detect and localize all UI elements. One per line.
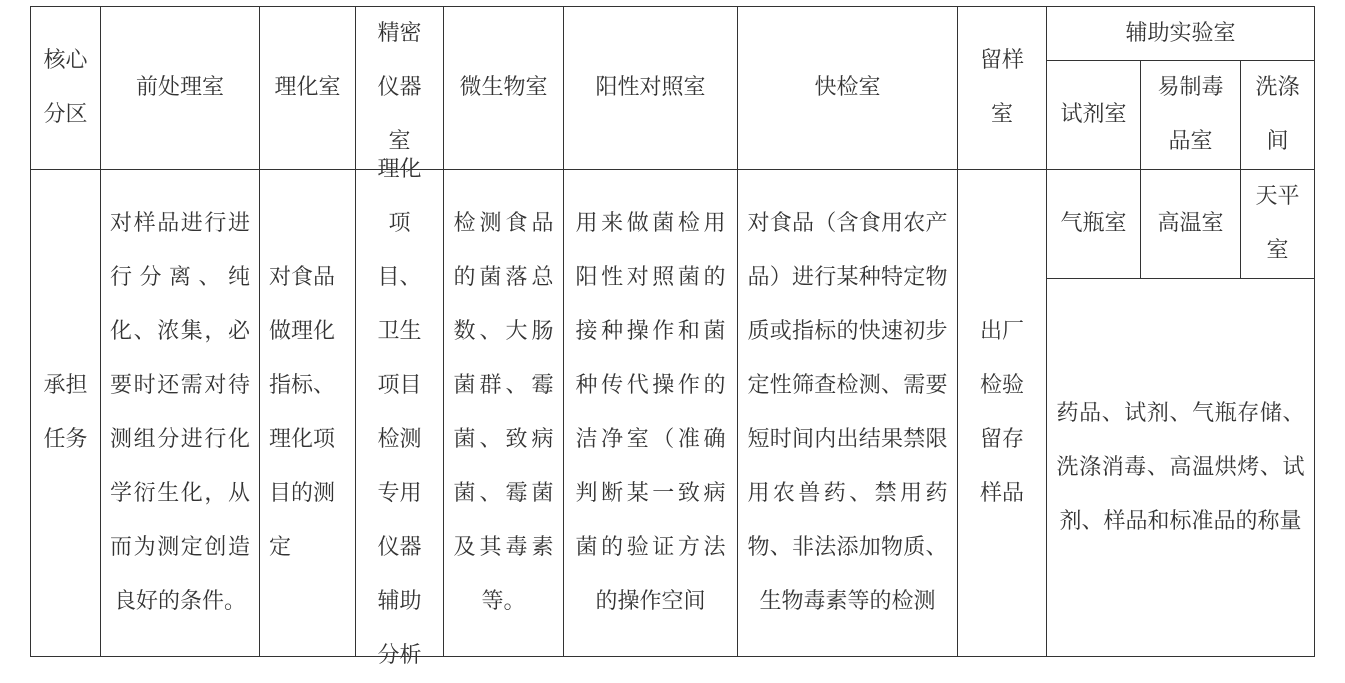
task-pretreatment: 对样品进行进行分离、纯化、浓集，必要时还需对待测组分进行化学衍生化，从而为测定创造良好的条件。 [110, 211, 250, 614]
task-precision: 理化项目、卫生项目检测专用仪器辅助分析 [377, 157, 422, 668]
task-sample-retention: 出厂检验留存样品 [979, 319, 1024, 506]
header-auxiliary-labs: 辅助实验室 [1125, 20, 1236, 46]
row-label-tasks: 承担任务 [43, 373, 88, 452]
header-sample-retention-room: 留样室 [979, 48, 1024, 127]
task-microbiology: 检测食品的菌落总数、大肠菌群、霉菌、致病菌、霉菌及其毒素等。 [453, 211, 554, 614]
header-positive-control-room: 阳性对照室 [595, 75, 706, 100]
header-controlled-substance-room: 易制毒品室 [1157, 75, 1224, 154]
header-microbiology-room: 微生物室 [459, 75, 548, 100]
header-washing-room: 洗涤间 [1255, 75, 1300, 154]
header-high-temperature-room: 高温室 [1157, 211, 1224, 236]
task-positive-control: 用来做菌检用阳性对照菌的接种操作和菌种传代操作的洁净室（准确判断某一致病菌的验证方法的操作空间 [575, 211, 726, 614]
header-physchem-room: 理化室 [274, 75, 341, 100]
header-rapid-test-room: 快检室 [814, 75, 881, 100]
header-core-zone: 核心分区 [43, 48, 88, 127]
table-border-right [1314, 6, 1315, 656]
header-pretreatment-room: 前处理室 [135, 75, 224, 100]
header-gas-cylinder-room: 气瓶室 [1060, 211, 1127, 236]
header-reagent-room: 试剂室 [1060, 102, 1127, 127]
header-balance-room: 天平室 [1255, 184, 1300, 263]
header-precision-instrument-room: 精密仪器室 [377, 21, 422, 154]
task-auxiliary-labs: 药品、试剂、气瓶存储、洗涤消毒、高温烘烤、试剂、样品和标准品的称量 [1056, 400, 1305, 534]
table-border-bottom [30, 656, 1315, 657]
task-physchem: 对食品做理化指标、理化项目的测定 [269, 265, 336, 560]
task-rapid-test: 对食品（含食用农产品）进行某种特定物质或指标的快速初步定性筛查检测、需要短时间内出结果禁限用农兽药、禁用药物、非法添加物质、生物毒素等的检测 [747, 211, 948, 614]
